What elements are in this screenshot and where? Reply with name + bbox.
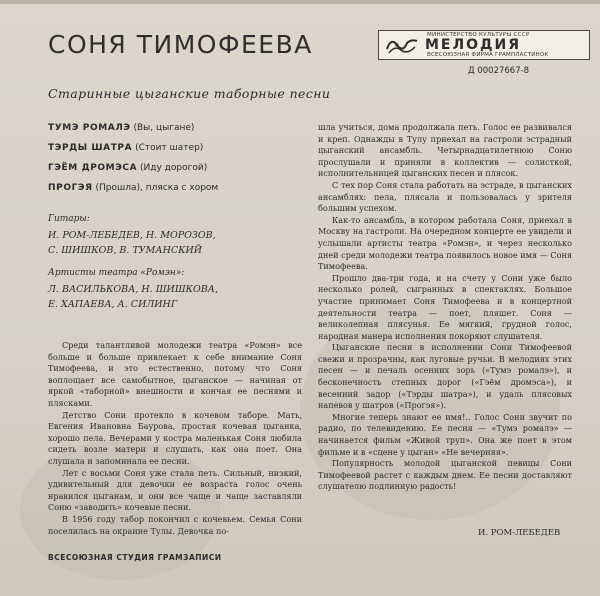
logo-ministry-text: МИНИСТЕРСТВО КУЛЬТУРЫ СССР	[427, 32, 530, 38]
track-note: (Иду дорогой)	[137, 163, 208, 173]
logo-firm-text: ВСЕСОЮЗНАЯ ФИРМА ГРАМПЛАСТИНОК	[427, 52, 549, 58]
catalog-number: Д 00027667-8	[468, 66, 530, 76]
track-note: (Стоит шатер)	[132, 143, 204, 153]
bio-left-column	[48, 340, 302, 537]
guitars-heading: Гитары:	[48, 214, 90, 224]
track-note: (Вы, цыгане)	[130, 123, 195, 133]
guitars-credits	[48, 212, 216, 259]
bio-paragraph: Среди талантливой молодежи театра «Ромэн» все больше и больше привлекает к себе внимание Соня Тимофеева, и это естественно, потому что Соня воплощает все самобытное, цыганское — начиная от яркой «таборной» внешности и кончая ее песнями и плясками.	[48, 340, 302, 408]
bio-paragraph: Лет с восьми Соня уже стала петь. Сильный, низкий, удивительный для девочки ее возраста голос очень нравился цыганам, и они все чаще и чаще заставляли Соню «заводить» кочевые песни.	[48, 467, 302, 513]
artists-credits	[48, 266, 218, 313]
artists-line: Е. ХАПАЕВА, А. СИЛИНГ	[48, 299, 178, 310]
track-item	[48, 178, 218, 198]
studio-credit: ВСЕСОЮЗНАЯ СТУДИЯ ГРАМЗАПИСИ	[48, 553, 222, 562]
top-edge	[0, 0, 600, 4]
track-title: ПРОГЭЯ	[48, 183, 93, 193]
track-list	[48, 118, 218, 198]
bio-paragraph: Многие теперь знают ее имя!.. Голос Сони звучит по радио, по телевидению. Ее песня — «Тумэ ромалэ» — начинается фильм «Живой труп». Она же поет в этом фильме и в «сцене у цыган» «Не вечерняя».	[318, 411, 572, 457]
track-item	[48, 118, 218, 138]
track-note: (Прошла), пляска с хором	[92, 183, 219, 193]
artist-title: СОНЯ ТИМОФЕЕВА	[48, 30, 313, 59]
bio-paragraph: С тех пор Соня стала работать на эстраде, в цыганских ансамблях: пела, плясала и пользовалась у зрителя большим успехом.	[318, 179, 572, 214]
bio-paragraph: Популярность молодой цыганской певицы Сони Тимофеевой растет с каждым днем. Ее песни доставляют слушателю подлинную радость!	[318, 458, 572, 492]
track-title: ТУМЭ РОМАЛЭ	[48, 123, 131, 133]
bio-paragraph: Цыганские песни в исполнении Сони Тимофеевой свежи и прозрачны, как луговые ручьи. В мелодиях этих песен — и печаль осенних зорь («Тумэ ромалэ»), и бесконечность степных дорог («Гэём дромэса»), и весенний задор («Тэрды шатра»), и удаль плясовых напевов у шатров («Прогэя»).	[318, 342, 572, 411]
bio-paragraph: шла учиться, дома продолжала петь. Голос ее развивался и креп. Однажды в Тулу приехал на гастроли эстрадный цыганский ансамбль. Четырнадцатилетнюю Соню прослушали и приняли в коллектив — солисткой, исполнительницей цыганских песен и плясок.	[318, 122, 572, 179]
bio-paragraph: В 1956 году табор покончил с кочевьем. Семья Сони поселилась на окраине Тулы. Девочка по-	[48, 513, 302, 536]
guitars-line: С. ШИШКОВ, В. ТУМАНСКИЙ	[48, 245, 203, 256]
bio-paragraph: Прошло два-три года, и на счету у Сони уже было несколько ролей, сыгранных в спектаклях. Большое участие принимает Соня Тимофеева и в концертной деятельности театра — поет, пляшет. Соня — великолепная плясунья. Ее мягкий, грудной голос, народная манера исполнения покоряют слушателя.	[318, 272, 572, 341]
guitars-line: И. РОМ-ЛЕБЕДЕВ, Н. МОРОЗОВ,	[48, 229, 216, 241]
melodiya-logo	[378, 30, 590, 60]
album-subtitle: Старинные цыганские таборные песни	[48, 86, 331, 101]
bio-paragraph: Детство Сони протекло в кочевом таборе. Мать, Евгения Ивановна Баурова, простая кочевая цыганка, хорошо пела. Вечерами у костра маленькая Соня любила сидеть возле матери и слушать, как она поет. Она слушала и запоминала ее песни.	[48, 409, 302, 466]
track-item	[48, 158, 218, 178]
artists-heading: Артисты театра «Ромэн»:	[48, 268, 185, 278]
bio-paragraph: Как-то ансамбль, в котором работала Соня, приехал в Москву на гастроли. На очередном концерте ее увидели и услышали артисты театра «Ромэн», и через несколько дней среди молодежи театра появилось новое имя — Соня Тимофеева.	[318, 214, 572, 272]
track-title: ГЭЁМ ДРОМЭСА	[48, 163, 138, 173]
logo-brand-text: МЕЛОДИЯ	[425, 37, 521, 53]
bio-right-column	[318, 122, 572, 493]
track-title: ТЭРДЫ ШАТРА	[48, 143, 133, 153]
track-item	[48, 138, 218, 158]
artists-line: Л. ВАСИЛЬКОВА, Н. ШИШКОВА,	[48, 283, 219, 295]
melodiya-emblem-icon	[385, 35, 419, 55]
author-signature: И. РОМ-ЛЕБЕДЕВ	[478, 528, 561, 538]
